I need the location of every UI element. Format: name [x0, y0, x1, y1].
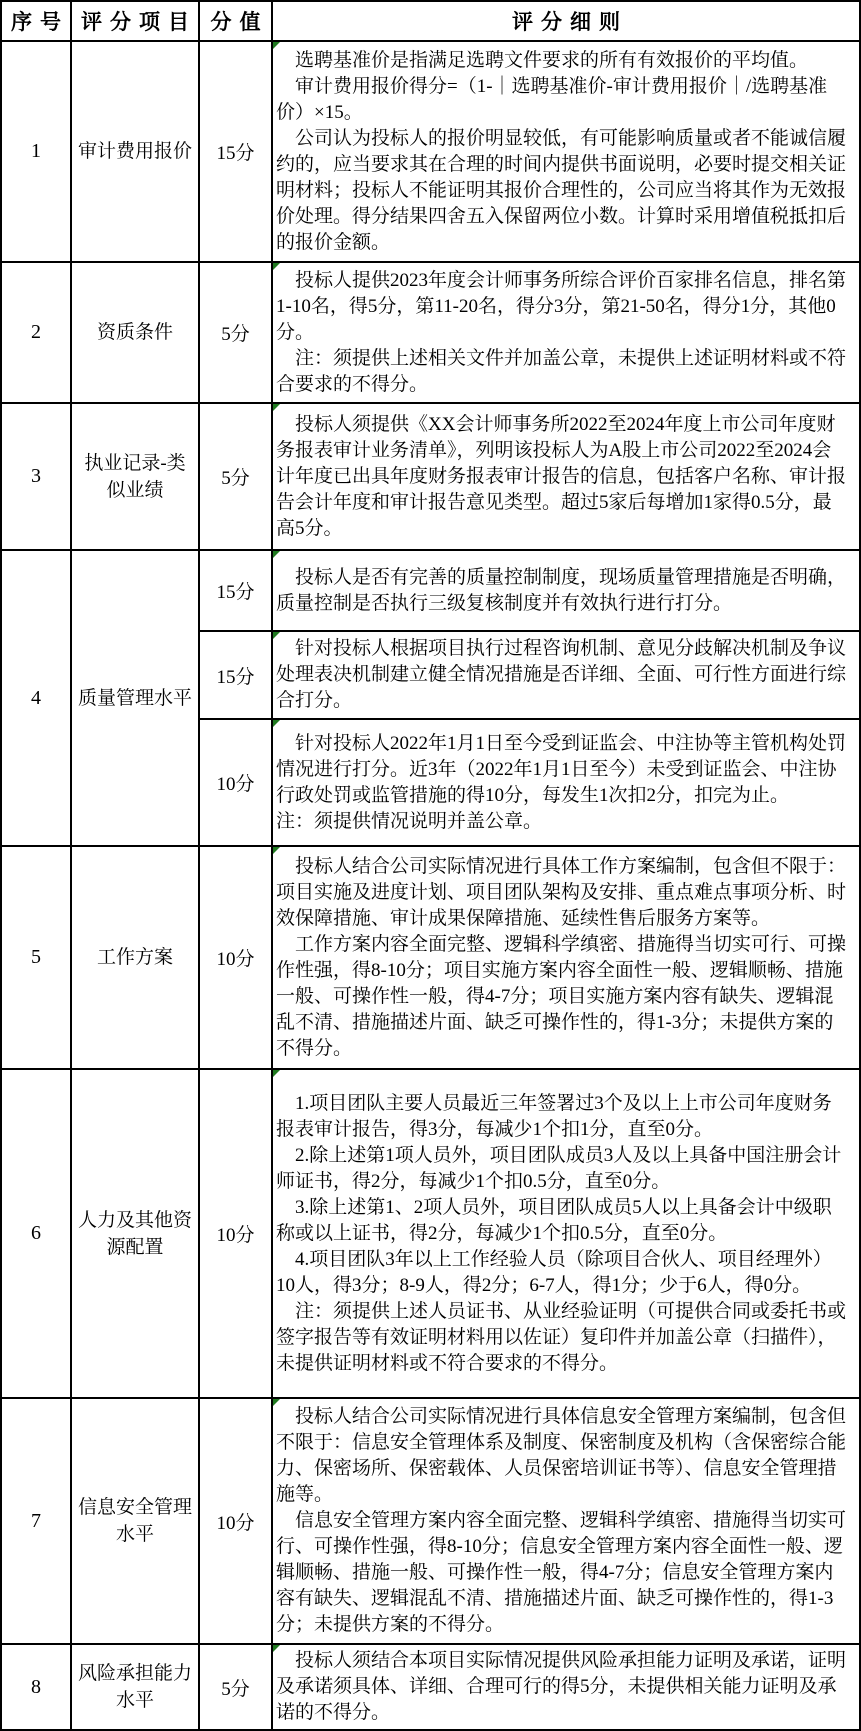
- detail-cell: [273, 263, 859, 404]
- row-number: 6: [2, 1070, 72, 1399]
- detail-paragraph: 投标人是否有完善的质量控制制度，现场质量管理措施是否明确，质量控制是否执行三级复核制度并有效执行进行打分。: [276, 566, 847, 614]
- detail-cell: [273, 632, 859, 720]
- detail-paragraph: 注：须提供上述相关文件并加盖公章，未提供上述证明材料或不符合要求的不得分。: [276, 347, 847, 395]
- row-number: 7: [2, 1399, 72, 1645]
- detail-cell: [273, 42, 859, 263]
- row-number: 4: [2, 551, 72, 847]
- item-cell: 信息安全管理水平: [72, 1399, 200, 1645]
- cell-error-flag-icon: [273, 1070, 280, 1077]
- score-cell: 5分: [200, 404, 273, 551]
- detail-paragraph: 公司认为投标人的报价明显较低，有可能影响质量或者不能诚信履约的，应当要求其在合理的时间内提供书面说明，必要时提交相关证明材料；投标人不能证明其报价合理性的，公司应当将其作为无效报价处理。得分结果四舍五入保留两位小数。计算时采用增值税抵扣后的报价金额。: [276, 127, 847, 253]
- score-cell: 5分: [200, 1645, 273, 1729]
- row-number: 1: [2, 42, 72, 263]
- cell-error-flag-icon: [273, 632, 280, 639]
- detail-cell: [273, 1070, 859, 1399]
- cell-error-flag-icon: [273, 847, 280, 854]
- score-cell: 15分: [200, 632, 273, 720]
- score-cell: 10分: [200, 847, 273, 1070]
- cell-error-flag-icon: [273, 404, 280, 411]
- item-cell: 工作方案: [72, 847, 200, 1070]
- detail-cell: [273, 720, 859, 847]
- detail-paragraph: 1.项目团队主要人员最近三年签署过3个及以上上市公司年度财务报表审计报告，得3分，每减少1个扣1分，直至0分。: [276, 1092, 832, 1140]
- detail-paragraph: 3.除上述第1、2项人员外，项目团队成员5人以上具备会计中级职称或以上证书，得2分，每减少1个扣0.5分，直至0分。: [276, 1196, 832, 1244]
- detail-paragraph: 针对投标人2022年1月1日至今受到证监会、中注协等主管机构处罚情况进行打分。近3年（2022年1月1日至今）未受到证监会、中注协行政处罚或监管措施的得10分，每发生1次扣2分，扣完为止。: [276, 732, 847, 806]
- score-cell: 10分: [200, 720, 273, 847]
- detail-paragraph: 工作方案内容全面完整、逻辑科学缜密、措施得当切实可行、可操作性强，得8-10分；项目实施方案内容全面性一般、逻辑顺畅、措施一般、可操作性一般，得4-7分；项目实施方案内容有缺失、逻辑混乱不清、措施描述片面、缺乏可操作性的，得1-3分；未提供方案的不得分。: [276, 933, 847, 1059]
- header-cell-1: 序号: [2, 2, 72, 42]
- score-cell: 10分: [200, 1399, 273, 1645]
- detail-paragraph: 投标人须提供《XX会计师事务所2022至2024年度上市公司年度财务报表审计业务清单》，列明该投标人为A股上市公司2022至2024会计年度已出具年度财务报表审计报告的信息，包括客户名称、审计报告会计年度和审计报告意见类型。超过5家后每增加1家得0.5分，最高5分。: [276, 413, 847, 539]
- score-cell: 15分: [200, 551, 273, 632]
- item-cell: 人力及其他资源配置: [72, 1070, 200, 1399]
- item-cell: 资质条件: [72, 263, 200, 404]
- detail-cell: [273, 404, 859, 551]
- item-cell: 执业记录-类似业绩: [72, 404, 200, 551]
- score-cell: 15分: [200, 42, 273, 263]
- detail-paragraph: 针对投标人根据项目执行过程咨询机制、意见分歧解决机制及争议处理表决机制建立健全情况措施是否详细、全面、可行性方面进行综合打分。: [276, 638, 847, 711]
- detail-paragraph: 注：须提供上述人员证书、从业经验证明（可提供合同或委托书或签字报告等有效证明材料用以佐证）复印件并加盖公章（扫描件），未提供证明材料或不符合要求的不得分。: [276, 1300, 847, 1374]
- item-cell: 质量管理水平: [72, 551, 200, 847]
- detail-paragraph: 投标人提供2023年度会计师事务所综合评价百家排名信息，排名第1-10名，得5分，第11-20名，得分3分，第21-50名，得分1分，其他0分。: [276, 269, 847, 343]
- detail-paragraph: 投标人须结合本项目实际情况提供风险承担能力证明及承诺，证明及承诺须具体、详细、合理可行的得5分，未提供相关能力证明及承诺的不得分。: [276, 1650, 847, 1723]
- item-cell: 风险承担能力水平: [72, 1645, 200, 1729]
- detail-paragraph: 注：须提供情况说明并盖公章。: [276, 810, 543, 832]
- detail-cell: [273, 551, 859, 632]
- cell-error-flag-icon: [273, 263, 280, 270]
- detail-cell: [273, 1399, 859, 1645]
- row-number: 2: [2, 263, 72, 404]
- detail-paragraph: 审计费用报价得分=（1-｜选聘基准价-审计费用报价｜/选聘基准价）×15。: [276, 75, 828, 123]
- detail-paragraph: 4.项目团队3年以上工作经验人员（除项目合伙人、项目经理外）10人，得3分；8-9人，得2分；6-7人，得1分；少于6人，得0分。: [276, 1248, 832, 1296]
- cell-error-flag-icon: [273, 42, 280, 49]
- detail-cell: [273, 1645, 859, 1729]
- header-cell-2: 评分项目: [72, 2, 200, 42]
- row-number: 8: [2, 1645, 72, 1729]
- row-number: 5: [2, 847, 72, 1070]
- item-cell: 审计费用报价: [72, 42, 200, 263]
- cell-error-flag-icon: [273, 1645, 280, 1652]
- header-cell-4: 评分细则: [273, 2, 859, 42]
- header-cell-3: 分值: [200, 2, 273, 42]
- score-cell: 5分: [200, 263, 273, 404]
- detail-paragraph: 信息安全管理方案内容全面完整、逻辑科学缜密、措施得当切实可行、可操作性强，得8-10分；信息安全管理方案内容全面性一般、逻辑顺畅、措施一般、可操作性一般，得4-7分；信息安全管理方案内容有缺失、逻辑混乱不清、措施描述片面、缺乏可操作性的，得1-3分；未提供方案的不得分。: [276, 1510, 847, 1635]
- detail-cell: [273, 847, 859, 1070]
- cell-error-flag-icon: [273, 1399, 280, 1406]
- detail-paragraph: 2.除上述第1项人员外，项目团队成员3人及以上具备中国注册会计师证书，得2分，每减少1个扣0.5分，直至0分。: [276, 1144, 842, 1192]
- detail-paragraph: 投标人结合公司实际情况进行具体信息安全管理方案编制，包含但不限于：信息安全管理体系及制度、保密制度及机构（含保密综合能力、保密场所、保密载体、人员保密培训证书等）、信息安全管理措施等。: [276, 1406, 847, 1505]
- detail-paragraph: 选聘基准价是指满足选聘文件要求的所有有效报价的平均值。: [276, 49, 809, 71]
- score-cell: 10分: [200, 1070, 273, 1399]
- cell-error-flag-icon: [273, 720, 280, 727]
- detail-paragraph: 投标人结合公司实际情况进行具体工作方案编制，包含但不限于：项目实施及进度计划、项目团队架构及安排、重点难点事项分析、时效保障措施、审计成果保障措施、延续性售后服务方案等。: [276, 855, 847, 929]
- cell-error-flag-icon: [273, 551, 280, 558]
- row-number: 3: [2, 404, 72, 551]
